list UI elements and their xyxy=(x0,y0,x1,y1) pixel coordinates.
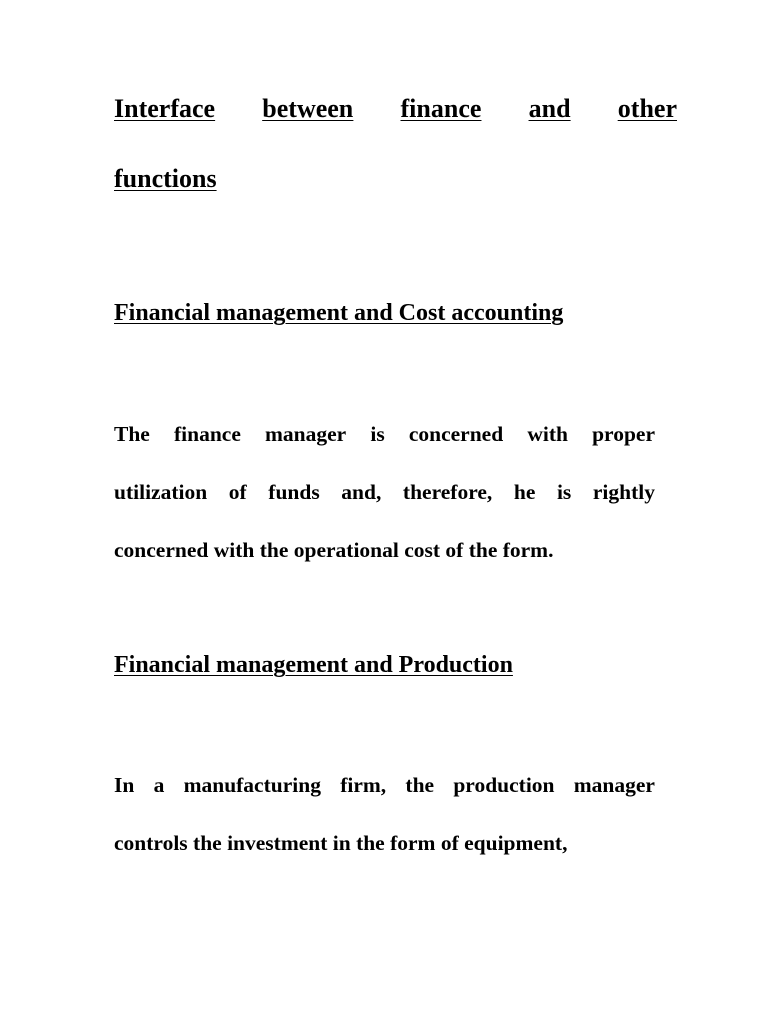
word: manufacturing xyxy=(183,773,321,797)
word: a xyxy=(153,773,165,797)
paragraph-production-line-1 xyxy=(114,773,655,798)
word: rightly xyxy=(592,480,655,504)
word: firm, xyxy=(340,773,387,797)
word: of xyxy=(228,480,247,504)
paragraph-production-line-2: controls the investment in the form of equipment, xyxy=(114,831,568,855)
word: finance xyxy=(173,422,241,446)
word: utilization xyxy=(114,480,208,504)
section-heading-cost-accounting: Financial management and Cost accounting xyxy=(114,300,564,326)
paragraph-cost-line-3: concerned with the operational cost of the form. xyxy=(114,538,554,562)
paragraph-cost-line-1 xyxy=(114,422,655,447)
title-word: Interface xyxy=(114,94,216,123)
title-line-1 xyxy=(114,94,677,124)
title-word: finance xyxy=(400,94,482,123)
word: with xyxy=(527,422,568,446)
word: is xyxy=(370,422,385,446)
title-word: between xyxy=(262,94,354,123)
word: the xyxy=(405,773,435,797)
word: funds xyxy=(268,480,320,504)
title-word: other xyxy=(617,94,677,123)
title-line-2: functions xyxy=(114,164,217,193)
paragraph-cost-line-2 xyxy=(114,480,655,505)
word: production xyxy=(453,773,555,797)
section-heading-production: Financial management and Production xyxy=(114,652,513,678)
word: concerned xyxy=(408,422,504,446)
word: manager xyxy=(573,773,655,797)
word: proper xyxy=(592,422,655,446)
word: he xyxy=(513,480,536,504)
word: therefore, xyxy=(402,480,493,504)
word: and, xyxy=(341,480,382,504)
word: manager xyxy=(265,422,347,446)
word: The xyxy=(114,422,150,446)
word: is xyxy=(556,480,572,504)
word: In xyxy=(114,773,135,797)
title-word: and xyxy=(528,94,571,123)
